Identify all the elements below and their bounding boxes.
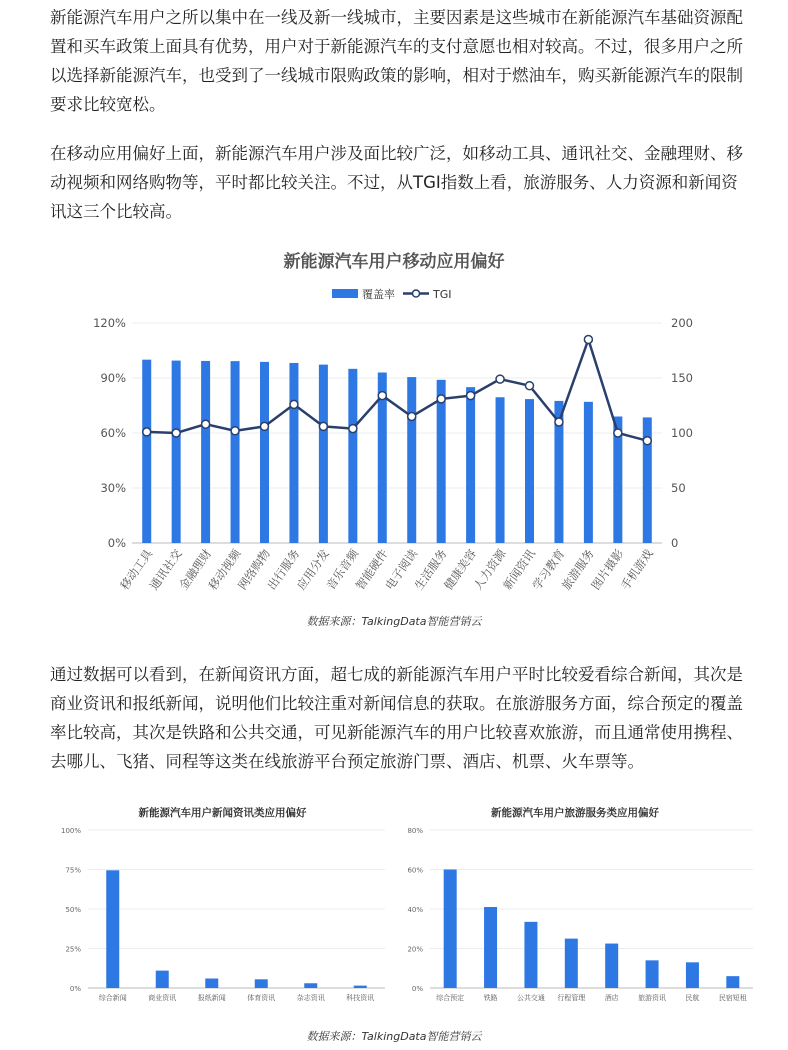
x-tick-label: 民宿短租 xyxy=(718,994,747,1002)
x-tick-label: 手机游戏 xyxy=(617,546,656,593)
tgi-point xyxy=(349,425,357,433)
y-tick: 0% xyxy=(411,985,423,993)
tgi-point xyxy=(172,429,180,437)
tgi-point xyxy=(643,437,651,445)
y-tick-left: 0% xyxy=(107,536,126,550)
x-tick-label: 旅游资讯 xyxy=(638,994,667,1002)
bar xyxy=(565,939,578,988)
bar xyxy=(605,944,618,988)
legend-marker-tgi xyxy=(413,290,420,297)
bar xyxy=(524,922,537,988)
bar xyxy=(726,976,739,988)
legend-label-coverage: 覆盖率 xyxy=(362,288,395,301)
x-tick-label: 音乐音频 xyxy=(323,546,362,593)
chart-title: 新能源汽车用户旅游服务类应用偏好 xyxy=(491,807,659,819)
paragraph-city-distribution: 新能源汽车用户之所以集中在一线及新一线城市，主要因素是这些城市在新能源汽车基础资源配置和买车政策上面具有优势，用户对于新能源汽车的支付意愿也相对较高。不过，很多用户之所以选择新能源汽车，也受到了一线城市限购政策的影响，相对于燃油车，购买新能源汽车的限制要求比较宽松。 xyxy=(50,8,743,114)
tgi-point xyxy=(467,392,475,400)
x-tick-label: 生活服务 xyxy=(411,546,450,593)
x-tick-label: 智能硬件 xyxy=(352,546,391,593)
y-tick: 100% xyxy=(60,827,81,835)
bar-coverage xyxy=(437,380,446,543)
y-tick-right: 50 xyxy=(671,481,686,495)
y-tick-left: 90% xyxy=(100,371,126,385)
x-tick-label: 报纸新闻 xyxy=(197,994,226,1002)
bar xyxy=(354,986,367,988)
bar xyxy=(156,971,169,988)
tgi-point xyxy=(378,392,386,400)
y-tick-right: 200 xyxy=(671,316,693,330)
bar-coverage xyxy=(142,360,151,543)
travel-app-preference-chart xyxy=(395,795,755,1015)
data-source-note-2: 数据来源：TalkingData智能营销云 xyxy=(306,1030,482,1043)
x-tick-label: 金融理财 xyxy=(176,546,215,593)
x-tick-label: 应用分发 xyxy=(293,546,332,593)
tgi-point xyxy=(231,427,239,435)
bar-coverage xyxy=(260,362,269,543)
x-tick-label: 电子阅读 xyxy=(382,546,421,593)
legend-swatch-coverage xyxy=(332,289,358,298)
bar-coverage xyxy=(348,369,357,543)
x-tick-label: 健康美容 xyxy=(441,546,480,593)
tgi-point xyxy=(584,336,592,344)
bar xyxy=(255,979,268,988)
tgi-point xyxy=(319,422,327,430)
bar-coverage xyxy=(172,361,181,543)
y-tick: 60% xyxy=(407,866,423,875)
x-tick-label: 行程管理 xyxy=(557,994,586,1002)
bar-coverage xyxy=(525,399,534,543)
paragraph-news-travel: 通过数据可以看到，在新闻资讯方面，超七成的新能源汽车用户平时比较爱看综合新闻，其次是商业资讯和报纸新闻，说明他们比较注重对新闻信息的获取。在旅游服务方面，综合预定的覆盖率比较高，其次是铁路和公共交通，可见新能源汽车的用户比较喜欢旅游，而且通常使用携程、去哪儿、飞猪、同程等这类在线旅游平台预定旅游门票、酒店、机票、火车票等。 xyxy=(50,665,743,771)
y-tick-left: 60% xyxy=(100,426,126,440)
bar xyxy=(205,979,218,988)
bar xyxy=(444,870,457,989)
x-tick-label: 商业资讯 xyxy=(148,994,177,1002)
x-tick-label: 网络购物 xyxy=(235,546,273,593)
tgi-point xyxy=(143,428,151,436)
x-tick-label: 图片摄影 xyxy=(588,546,627,593)
y-tick: 25% xyxy=(65,945,81,954)
chart-title: 新能源汽车用户新闻资讯类应用偏好 xyxy=(138,807,307,819)
bar-coverage xyxy=(231,361,240,543)
tgi-point xyxy=(408,413,416,421)
bar xyxy=(686,962,699,988)
bar-coverage xyxy=(466,387,475,543)
y-tick: 40% xyxy=(407,906,423,914)
bar-coverage xyxy=(201,361,210,543)
bar-coverage xyxy=(407,377,416,543)
x-tick-label: 学习教育 xyxy=(529,546,568,593)
x-tick-label: 人力资源 xyxy=(470,546,509,593)
bar xyxy=(106,870,119,988)
y-tick: 80% xyxy=(407,827,423,835)
x-tick-label: 移动工具 xyxy=(117,546,156,593)
y-tick-right: 100 xyxy=(671,426,693,440)
x-tick-label: 旅游服务 xyxy=(558,546,597,593)
legend-label-tgi: TGI xyxy=(433,288,452,301)
bar xyxy=(646,960,659,988)
bar-coverage xyxy=(319,365,328,543)
tgi-line xyxy=(147,340,648,441)
x-tick-label: 综合预定 xyxy=(436,994,465,1002)
tgi-point xyxy=(496,375,504,383)
app-preference-chart xyxy=(0,238,788,628)
y-tick-right: 0 xyxy=(671,536,679,550)
y-tick: 0% xyxy=(69,985,81,993)
bar-coverage xyxy=(496,397,505,543)
x-tick-label: 通讯社交 xyxy=(146,546,185,593)
x-tick-label: 铁路 xyxy=(483,994,498,1002)
bar xyxy=(484,907,497,988)
tgi-point xyxy=(261,422,269,430)
chart-title: 新能源汽车用户移动应用偏好 xyxy=(283,252,505,272)
tgi-point xyxy=(202,420,210,428)
x-tick-label: 民航 xyxy=(685,994,700,1002)
x-tick-label: 移动视频 xyxy=(205,546,244,593)
tgi-point xyxy=(526,382,534,390)
x-tick-label: 新闻资讯 xyxy=(500,546,538,593)
x-tick-label: 体育资讯 xyxy=(247,994,276,1002)
x-tick-label: 综合新闻 xyxy=(98,994,127,1002)
news-app-preference-chart xyxy=(50,795,395,1015)
y-tick-left: 30% xyxy=(100,481,126,495)
bar xyxy=(304,983,317,988)
tgi-point xyxy=(437,395,445,403)
y-tick: 20% xyxy=(407,945,423,954)
x-tick-label: 公共交通 xyxy=(516,994,545,1002)
y-tick: 75% xyxy=(65,866,81,875)
y-tick: 50% xyxy=(65,906,81,914)
tgi-point xyxy=(555,418,563,426)
bar-coverage xyxy=(289,363,298,543)
tgi-point xyxy=(614,429,622,437)
bar-coverage xyxy=(584,402,593,543)
paragraph-app-preference: 在移动应用偏好上面，新能源汽车用户涉及面比较广泛，如移动工具、通讯社交、金融理财、移动视频和网络购物等，平时都比较关注。不过，从TGI指数上看，旅游服务、人力资源和新闻资讯这三个比较高。 xyxy=(50,144,743,221)
tgi-point xyxy=(290,400,298,408)
x-tick-label: 酒店 xyxy=(604,994,619,1002)
data-source-note-1: 数据来源：TalkingData智能营销云 xyxy=(306,615,482,628)
x-tick-label: 科技资讯 xyxy=(346,994,375,1002)
x-tick-label: 出行服务 xyxy=(264,546,303,593)
y-tick-left: 120% xyxy=(93,316,126,330)
x-tick-label: 杂志资讯 xyxy=(296,994,325,1002)
y-tick-right: 150 xyxy=(671,371,693,385)
